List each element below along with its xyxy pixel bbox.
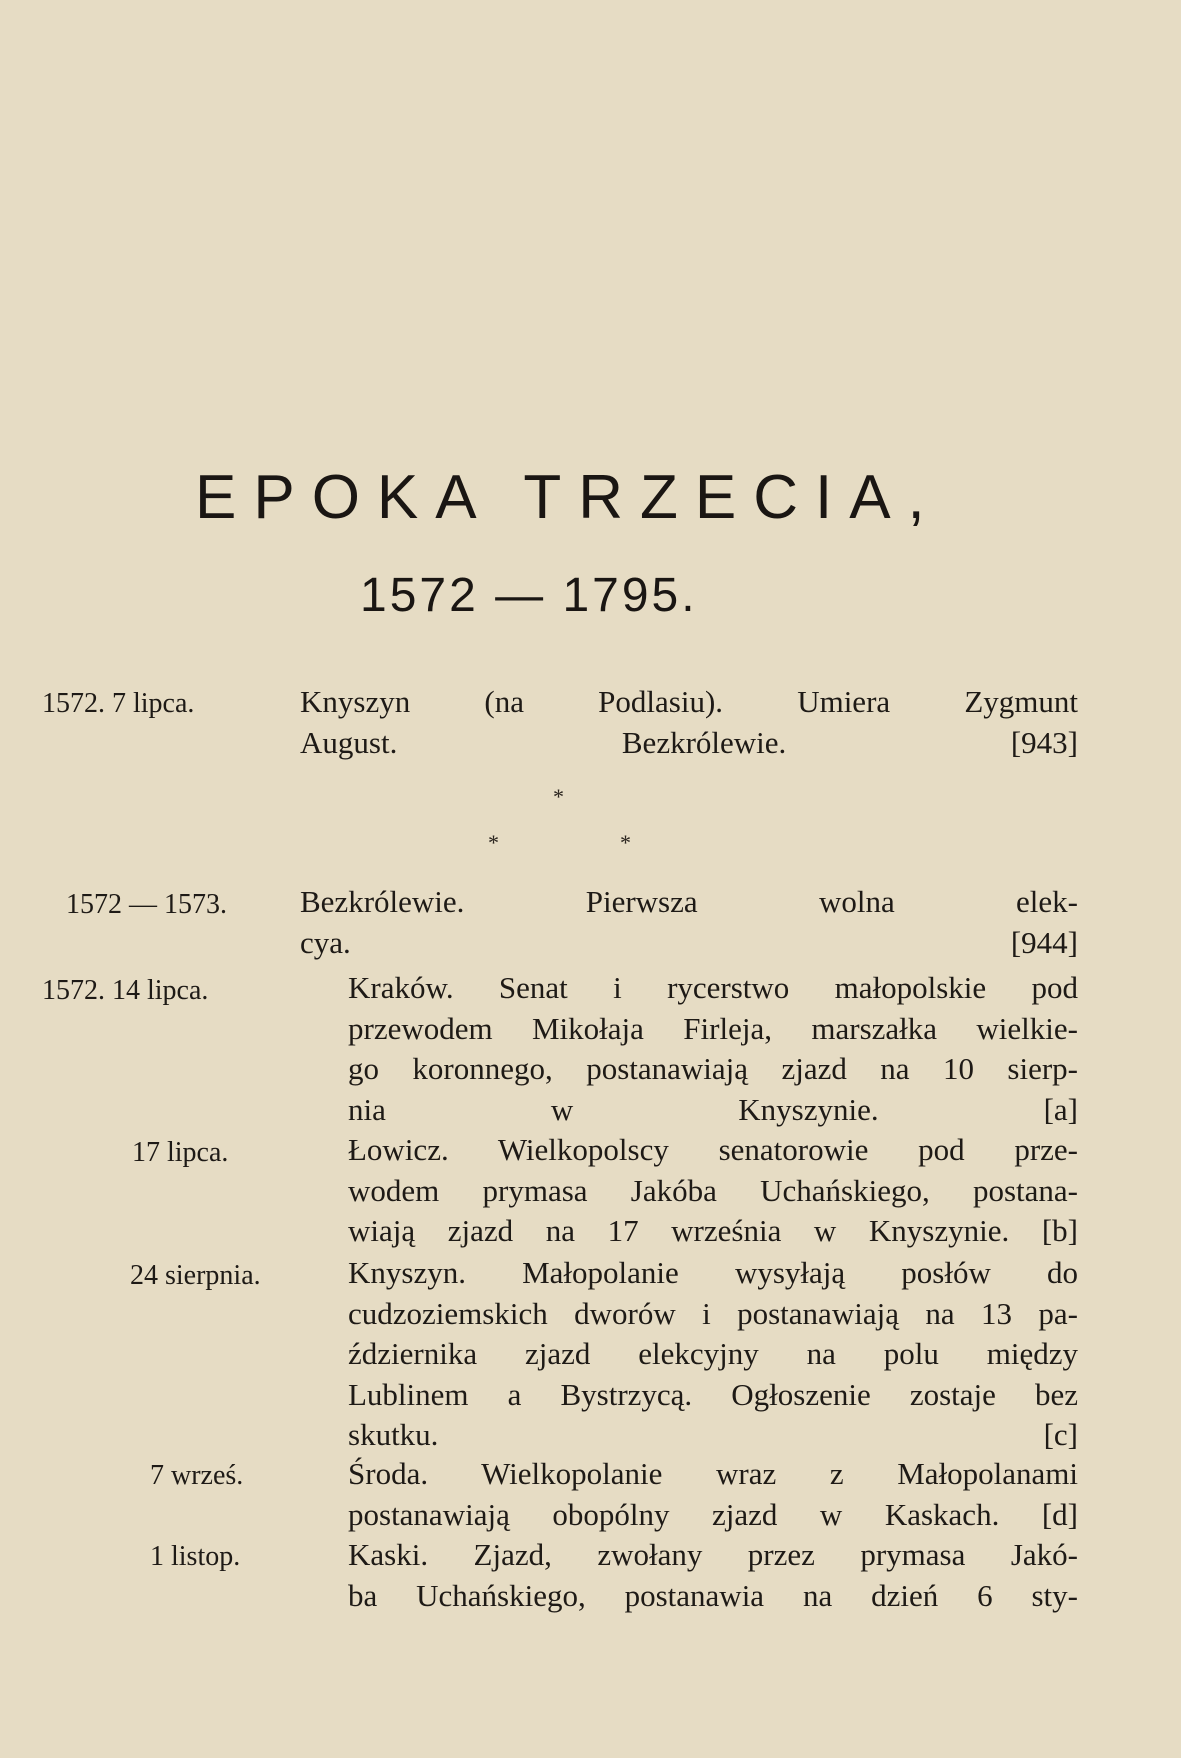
entry-date: 1572. 14 lipca. [42, 975, 209, 1006]
entry-date: 1 listop. [150, 1541, 241, 1572]
entry-date: 24 sierpnia. [130, 1260, 261, 1291]
entry-line: Knyszyn (na Podlasiu). Umiera Zygmunt [300, 684, 1078, 719]
entry-line: cudzoziemskich dworów i postanawiają na 13 pa- [348, 1295, 1078, 1331]
entry-line: wiają zjazd na 17 września w Knyszynie. [b] [348, 1213, 1078, 1248]
entry-date: 1572. 7 lipca. [42, 688, 195, 719]
entry-line: cya. [944] [300, 924, 1078, 960]
separator-star-left: * [488, 830, 499, 855]
entry-line: Kraków. Senat i rycerstwo małopolskie pod [348, 970, 1078, 1005]
entry-date: 1572 — 1573. [66, 889, 227, 920]
entry-text [348, 1454, 1078, 1535]
entry-text [348, 968, 1078, 1130]
entry-line: ba Uchańskiego, postanawia na dzień 6 sty- [348, 1577, 1078, 1613]
separator-star-top: * [553, 784, 564, 809]
entry-line: przewodem Mikołaja Firleja, marszałka wielkie- [348, 1010, 1078, 1046]
chapter-title: EPOKA TRZECIA, [195, 463, 942, 532]
entry-line: postanawiają obopólny zjazd w Kaskach. [d] [348, 1496, 1078, 1532]
entry-line: Łowicz. Wielkopolscy senatorowie pod prze- [348, 1132, 1078, 1167]
entry-date: 17 lipca. [132, 1137, 229, 1168]
entry-text [348, 1535, 1078, 1616]
entry-line: Środa. Wielkopolanie wraz z Małopolanami [348, 1456, 1078, 1491]
entry-line: go koronnego, postanawiają zjazd na 10 sierp- [348, 1051, 1078, 1086]
entry-line: skutku. [c] [348, 1417, 1078, 1452]
entry-line: Kaski. Zjazd, zwołany przez prymasa Jakó- [348, 1537, 1078, 1572]
entry-line: nia w Knyszynie. [a] [348, 1091, 1078, 1127]
entry-line: wodem prymasa Jakóba Uchańskiego, postana- [348, 1172, 1078, 1208]
entry-line: Knyszyn. Małopolanie wysyłają posłów do [348, 1255, 1078, 1290]
entry-date: 7 wrześ. [150, 1460, 244, 1491]
chapter-years: 1572 — 1795. [360, 569, 698, 622]
separator-star-right: * [620, 830, 631, 855]
entry-text [300, 882, 1078, 963]
entry-line: Lublinem a Bystrzycą. Ogłoszenie zostaje bez [348, 1376, 1078, 1412]
entry-line: August. Bezkrólewie. [943] [300, 724, 1078, 760]
entry-text [348, 1130, 1078, 1252]
entry-text [348, 1253, 1078, 1456]
entry-line: Bezkrólewie. Pierwsza wolna elek- [300, 884, 1078, 919]
entry-text [300, 682, 1078, 763]
entry-line: ździernika zjazd elekcyjny na polu między [348, 1336, 1078, 1371]
